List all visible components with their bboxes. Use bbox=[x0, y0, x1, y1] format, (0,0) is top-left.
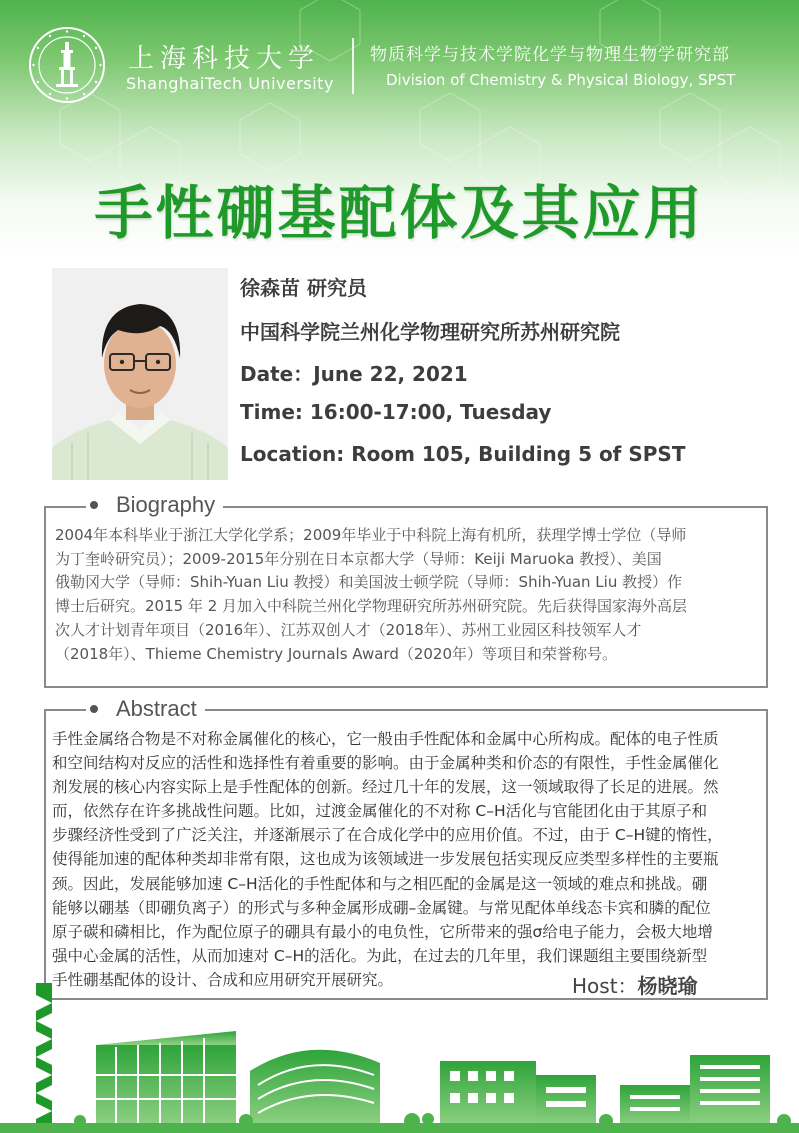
abstract-line: 剂发展的核心内容实际上是手性配体的创新。经过几十年的发展，这一领域取得了长足的进展。然 bbox=[52, 778, 719, 797]
abstract-heading: Abstract bbox=[86, 696, 205, 722]
department-name-en: Division of Chemistry & Physical Biology, SPST bbox=[386, 71, 736, 89]
building-icon bbox=[440, 1061, 596, 1127]
university-name-en: ShanghaiTech University bbox=[126, 74, 334, 93]
person-portrait-icon bbox=[52, 268, 228, 480]
building-icon bbox=[620, 1055, 770, 1127]
bullet-dot-icon bbox=[90, 501, 98, 509]
abstract-line: 能够以硼基（即硼负离子）的形式与多种金属形成硼–金属键。与常见配体单线态卡宾和膦的配位 bbox=[52, 898, 711, 917]
biography-heading: Biography bbox=[86, 492, 223, 518]
abstract-line: 手性硼基配体的设计、合成和应用研究开展研究。 bbox=[52, 970, 394, 989]
abstract-line: 和空间结构对反应的活性和选择性有着重要的影响。由于金属种类和价态的有限性，手性金属催化 bbox=[52, 754, 719, 773]
abstract-line: 步骤经济性受到了广泛关注，并逐渐展示了在合成化学中的应用价值。不过，由于 C–H键的惰性， bbox=[52, 826, 723, 845]
abstract-line: 手性金属络合物是不对称金属催化的核心，它一般由手性配体和金属中心所构成。配体的电子性质 bbox=[52, 730, 719, 748]
talk-time: Time: 16:00-17:00, Tuesday bbox=[240, 400, 552, 424]
bullet-dot-icon bbox=[90, 705, 98, 713]
talk-location: Location: Room 105, Building 5 of SPST bbox=[240, 442, 686, 466]
abstract-line: 强中心金属的活性，从而加速对 C–H的活化。为此，在过去的几年里，我们课题组主要围绕新型 bbox=[52, 946, 708, 965]
speaker-photo bbox=[52, 268, 228, 480]
abstract-line: 颈。因此，发展能够加速 C–H活化的手性配体和与之相匹配的金属是这一领域的难点和挑战。硼 bbox=[52, 874, 708, 893]
biography-text bbox=[55, 524, 750, 666]
abstract-line: 而，依然存在许多挑战性问题。比如，过渡金属催化的不对称 C–H活化与官能团化由于其原子和 bbox=[52, 802, 708, 821]
talk-title: 手性硼基配体及其应用 bbox=[94, 179, 705, 247]
speaker-name-title: 徐森苗 研究员 bbox=[240, 276, 367, 300]
abstract-text bbox=[52, 727, 762, 992]
header-divider bbox=[352, 38, 354, 94]
biography-line: 俄勒冈大学（导师：Shih-Yuan Liu 教授）和美国波士顿学院（导师：Shih-Yuan Liu 教授）作 bbox=[55, 573, 683, 592]
university-name-cn: 上海科技大学 bbox=[128, 44, 321, 74]
shanghaitech-seal-icon bbox=[28, 26, 106, 104]
tower-icon bbox=[36, 983, 52, 1128]
biography-line: （2018年）、Thieme Chemistry Journals Award（2020年）等项目和荣誉称号。 bbox=[55, 644, 618, 663]
biography-line: 为丁奎岭研究员）；2009-2015年分别在日本京都大学（导师：Keiji Maruoka 教授）、美国 bbox=[55, 549, 662, 568]
abstract-line: 原子碳和磷相比，作为配位原子的硼具有最小的电负性，它所带来的强σ给电子能力，会极大地增 bbox=[52, 922, 713, 941]
campus-skyline-illustration bbox=[0, 975, 799, 1133]
dome-building-icon bbox=[250, 1050, 380, 1127]
abstract-line: 使得能加速的配体种类却非常有限，这也成为该领域进一步发展包括实现反应类型多样性的主要瓶 bbox=[52, 850, 719, 869]
talk-date: Date：June 22, 2021 bbox=[240, 362, 468, 386]
department-name-cn: 物质科学与技术学院化学与物理生物学研究部 bbox=[370, 45, 730, 65]
host-name: 杨晓瑜 bbox=[637, 974, 698, 998]
speaker-affiliation: 中国科学院兰州化学物理研究所苏州研究院 bbox=[240, 320, 620, 344]
biography-line: 2004年本科毕业于浙江大学化学系；2009年毕业于中科院上海有机所，获理学博士学位（导师 bbox=[55, 526, 687, 544]
biography-line: 博士后研究。2015 年 2 月加入中科院兰州化学物理研究所苏州研究院。先后获得国家海外高层 bbox=[55, 597, 688, 616]
biography-line: 次人才计划青年项目（2016年）、江苏双创人才（2018年）、苏州工业园区科技领军人才 bbox=[55, 620, 642, 639]
host-label: Host： bbox=[572, 974, 638, 998]
